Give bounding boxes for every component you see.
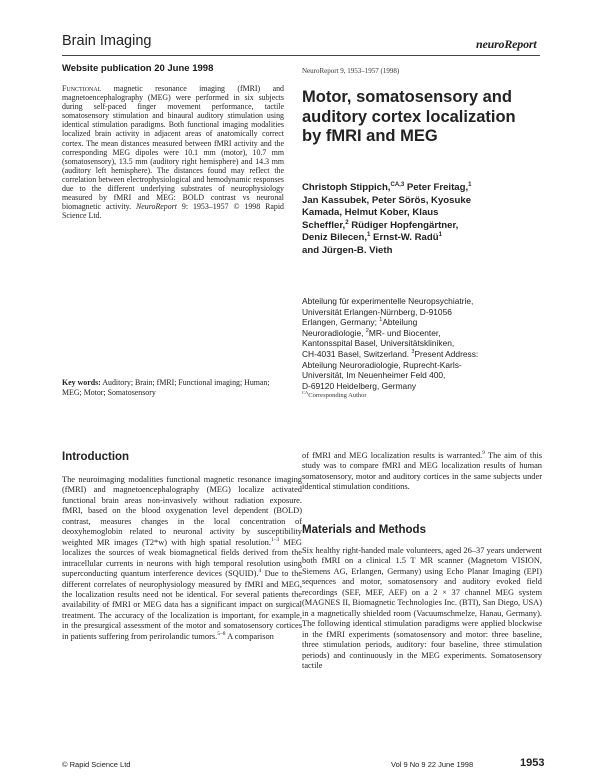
affiliation-line: Universität Erlangen-Nürnberg, D-91056 [302,306,452,317]
author-name: Scheffler, [302,219,346,231]
affiliation-line: Abteilung Neuroradiologie, Ruprecht-Karls- [302,359,462,370]
abstract-lead-word: Functional [62,84,102,93]
affiliation-line: Universität, Im Neuenheimer Feld 400, [302,370,446,381]
citation-mark: 4 [258,568,262,575]
intro-text: MEG localizes the sources of weak biomagnetical fields derived from the intracellular currents in neurons with high temporal resolution using superconducting quantum interference devices (SQUID). [62,537,302,579]
footer-copyright: © Rapid Science Ltd [62,760,131,769]
affiliation-line: Kantonsspital Basel, Universitätskliniken, [302,338,455,349]
methods-heading: Materials and Methods [302,524,426,536]
author-name: Ernst-W. Radü [370,232,439,244]
article-title: Motor, somatosensory and auditory cortex localization by fMRI and MEG [302,88,516,145]
affiliation-mark: 1 [379,317,383,324]
abstract-journal: NeuroReport [136,202,177,212]
methods-body: Six healthy right-handed male volunteers, aged 26–37 years underwent both fMRI on a clinical 1.5 T MR scanner (Magnetom VISION, Siemens AG, Erlangen, Germany) using Echo Planar Imaging (EPI) sequences and motor, somatosensory and auditory evoked field recordings (SEF, MEF, AEF) on a 2 × 37 channel MEG system (MAGNES II, Biomagnetic Technologies Inc. (BTI), San Diego, USA) in a magnetically shielded room (Vacuumschmelze, Hanau, Germany). The following identical stimulation paradigms were applied blockwise in the fMRI experiments (somatosensory and motor: three baseline, three stimulation periods, auditory: four baseline, three stimulation periods) and continuously in the MEG experiments. Somatosensory tactile [302,546,542,670]
abstract-reference: 9: 1953–1957 © 1998 Rapid Science Ltd. [62,202,285,221]
intro-text: The neuroimaging modalities functional magnetic resonance imaging (fMRI) and magnetoencephalography (MEG) localize activated functional brain areas non-invasively without radiation exposure. fMRI, based on the blood oxygenation level dependent (BOLD) contrast, measures changes in the local concentration of deoxyhemoglobin related to neuronal activity by susceptibility weighted MR images (T2*w) with high spatial resolution. [62,475,302,547]
keywords-text: Auditory; Brain; fMRI; Functional imaging; Human; MEG; Motor; Somatosensory [62,378,270,397]
affiliation-line [302,349,542,360]
abstract [62,84,284,220]
affiliation-text: Abteilung [382,317,418,328]
affiliation-mark: 2 [365,327,369,334]
footer-issue-info: Vol 9 No 9 22 June 1998 [391,760,474,769]
neuroreport-logo: neuroReport [476,37,537,51]
citation-line: NeuroReport 9, 1953–1957 (1998) [302,67,400,75]
affiliation-line: Abteilung für experimentelle Neuropsychiatrie, [302,296,474,306]
author-line [302,182,542,195]
citation-mark: 1–3 [270,536,280,543]
author-line: Jan Kassubek, Peter Sörös, Kyosuke [302,194,472,206]
publication-date: Website publication 20 June 1998 [62,63,214,74]
citation-mark: 9 [482,450,485,457]
author-line: Kamada, Helmut Kober, Klaus [302,207,439,219]
page-number: 1953 [520,757,545,769]
keywords [62,378,284,398]
citation-mark: 5–8 [217,631,226,637]
corresponding-author-note [302,390,367,399]
affiliation-text: MR- und Biocenter, [368,327,441,338]
abstract-text: magnetic resonance imaging (fMRI) and magnetoencephalography (MEG) were performed in six subjects during self-paced finger movement performance, tactile somatosensory stimulation and binaural auditory stimulation using identical stimulation paradigms. Both functional imaging modalities localized brain activity in adjacent areas of anatomically correct cortex. The mean distances measured between fMRI activity and the corresponding MEG dipoles were 10.1 mm (motor), 10.7 mm (somatosensory), 13.5 mm (auditory right hemisphere) and 14.3 mm (auditory left hemisphere). The distances found may reflect the correlation between electrophysiological and hemodynamic responses due to the different underlying substrates of neurophysiology measured by fMRI and MEG: BOLD contrast vs neuronal biomagnetic activity. [62,84,284,212]
intro-text: A comparison [225,631,274,641]
author-name: Rüdiger Hopfengärtner, [348,219,459,231]
affiliation-text: Present Address: [414,348,479,359]
author-name: Deniz Bilecen, [302,232,368,244]
author-list [302,182,542,258]
intro-text: Due to the different correlates of neurophysiology measured by fMRI and MEG, the localization results need not be identical. For several patients the availability of fMRI or MEG data has a significant impact on surgical treatment. The accuracy of the localization is important, for example, in the presurgical assessment of the motor and somatosensory cortices in patients suffering from perirolandic tumors. [62,569,302,641]
author-line: and Jürgen-B. Vieth [302,244,393,256]
affiliations [302,296,542,391]
author-affiliation-mark: CA,3 [390,181,405,188]
author-line [302,220,542,233]
affiliation-text: Neuroradiologie, [302,327,366,338]
affiliation-line: D-69120 Heidelberg, Germany [302,380,417,391]
author-line [302,232,542,245]
introduction-continued [302,451,542,493]
header-divider [62,55,540,56]
introduction-body [62,475,302,642]
affiliation-line [302,328,542,339]
author-name: Peter Freitag, [404,182,469,193]
keywords-label: Key words: [62,378,101,387]
intro-text: The aim of this study was to compare fMRI and MEG localization results of human somatosensory, motor and auditory cortices in the same subjects under identical stimulation conditions. [302,451,542,492]
affiliation-text: CH-4031 Basel, Switzerland. [302,348,412,359]
intro-text: of fMRI and MEG localization results is warranted. [302,451,483,460]
affiliation-mark: 3 [411,349,415,356]
author-affiliation-mark: 1 [367,232,371,239]
author-affiliation-mark: 1 [438,232,442,239]
affiliation-line [302,317,542,328]
corresponding-text: Corresponding Author [308,392,367,400]
author-name: Christoph Stippich, [302,182,391,193]
author-affiliation-mark: 2 [345,219,349,226]
journal-section-title: Brain Imaging [62,33,152,49]
affiliation-text: Erlangen, Germany; [302,317,380,328]
introduction-heading: Introduction [62,451,130,463]
author-affiliation-mark: 1 [468,181,472,188]
corresponding-mark: CA [302,390,309,395]
